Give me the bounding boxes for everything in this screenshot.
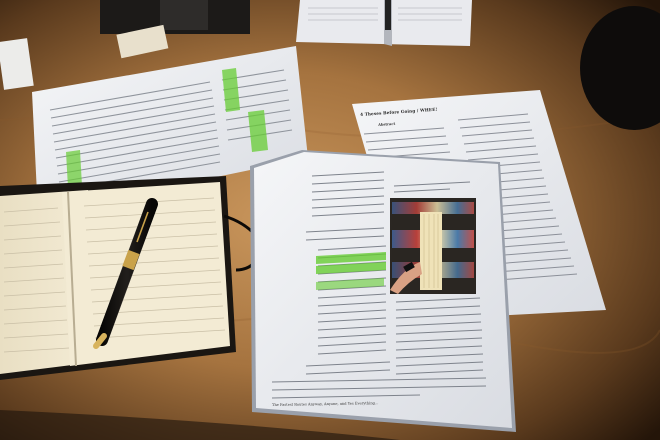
- top-open-book: [296, 0, 472, 46]
- book-photo: [390, 198, 476, 294]
- right-paper-heading: 4 Theses Before Going / WHEE!: [360, 106, 438, 117]
- front-paper-footer: The Fastest Routes Anyway, Anyone, and Yes Everything...: [272, 401, 379, 407]
- right-paper-subheading: Abstract: [378, 121, 396, 127]
- green-highlight: [66, 150, 82, 188]
- front-paper: [250, 150, 516, 432]
